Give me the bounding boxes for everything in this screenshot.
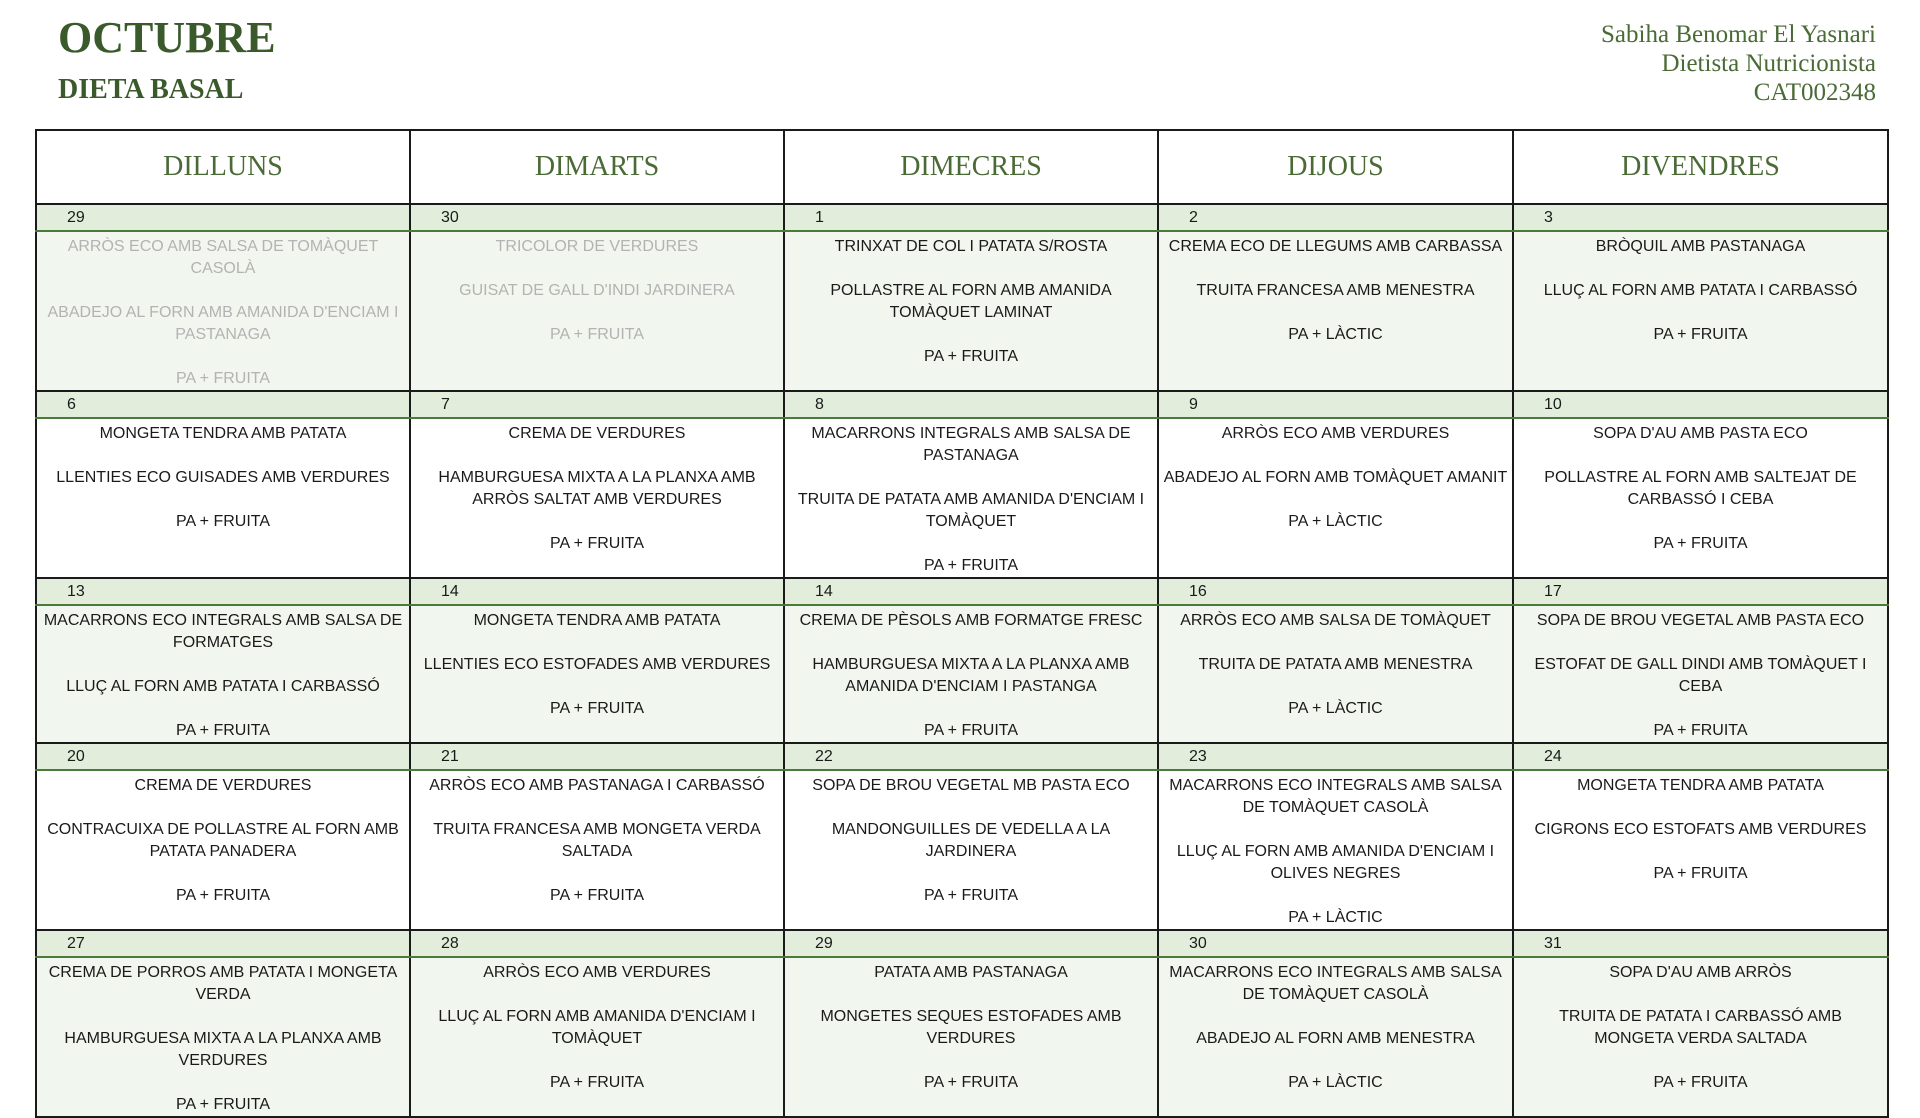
dish-item: BRÒQUIL AMB PASTANAGA bbox=[1595, 238, 1806, 255]
author-role: Dietista Nutricionista bbox=[1661, 50, 1876, 77]
dish-item: MACARRONS ECO INTEGRALS AMB SALSA DE TOMÀQUET CASOLÀ bbox=[1169, 777, 1502, 816]
weekday-thursday: DIJOUS bbox=[1158, 130, 1513, 204]
dish-item: ABADEJO AL FORN AMB AMANIDA D'ENCIAM I PASTANAGA bbox=[47, 304, 399, 343]
dish-item: CREMA DE PÈSOLS AMB FORMATGE FRESC bbox=[799, 612, 1143, 629]
day-menu-cell bbox=[1513, 957, 1888, 1117]
date-row bbox=[36, 743, 1888, 770]
day-menu-cell bbox=[36, 605, 410, 743]
day-menu-cell bbox=[1158, 605, 1513, 743]
weekday-tuesday: DIMARTS bbox=[410, 130, 784, 204]
day-number: 3 bbox=[1513, 204, 1888, 231]
day-number: 14 bbox=[410, 578, 784, 605]
dish-item: CIGRONS ECO ESTOFATS AMB VERDURES bbox=[1534, 821, 1867, 838]
day-number: 21 bbox=[410, 743, 784, 770]
dessert-item: PA + FRUITA bbox=[175, 887, 271, 904]
day-menu-cell bbox=[36, 231, 410, 391]
menu-row bbox=[36, 770, 1888, 930]
dish-item: ESTOFAT DE GALL DINDI AMB TOMÀQUET I CEBA bbox=[1534, 656, 1867, 695]
day-number: 20 bbox=[36, 743, 410, 770]
dish-item: POLLASTRE AL FORN AMB AMANIDA TOMÀQUET LAMINAT bbox=[830, 282, 1112, 321]
day-menu-cell bbox=[1158, 957, 1513, 1117]
dessert-item: PA + LÀCTIC bbox=[1288, 1074, 1383, 1091]
dish-item: TRUITA DE PATATA I CARBASSÓ AMB MONGETA VERDA SALTADA bbox=[1559, 1008, 1842, 1047]
author-id: CAT002348 bbox=[1753, 79, 1876, 106]
day-menu-cell bbox=[410, 231, 784, 391]
day-menu-cell bbox=[784, 957, 1158, 1117]
dessert-item: PA + FRUITA bbox=[923, 348, 1019, 365]
day-menu-cell bbox=[410, 957, 784, 1117]
dessert-item: PA + FRUITA bbox=[175, 513, 271, 530]
dish-item: HAMBURGUESA MIXTA A LA PLANXA AMB VERDURES bbox=[64, 1030, 382, 1069]
dish-item: TRUITA DE PATATA AMB MENESTRA bbox=[1198, 656, 1473, 673]
day-number: 17 bbox=[1513, 578, 1888, 605]
day-number: 16 bbox=[1158, 578, 1513, 605]
weekday-friday: DIVENDRES bbox=[1513, 130, 1888, 204]
day-menu-cell bbox=[1158, 231, 1513, 391]
day-number: 10 bbox=[1513, 391, 1888, 418]
date-row bbox=[36, 930, 1888, 957]
day-menu-cell bbox=[1158, 770, 1513, 930]
dessert-item: PA + LÀCTIC bbox=[1288, 909, 1383, 926]
day-number: 22 bbox=[784, 743, 1158, 770]
dish-item: SOPA D'AU AMB ARRÒS bbox=[1609, 964, 1792, 981]
day-menu-cell bbox=[1513, 770, 1888, 930]
day-number: 6 bbox=[36, 391, 410, 418]
day-number: 14 bbox=[784, 578, 1158, 605]
dish-item: LLENTIES ECO GUISADES AMB VERDURES bbox=[56, 469, 390, 486]
dish-item: LLUÇ AL FORN AMB AMANIDA D'ENCIAM I TOMÀQUET bbox=[438, 1008, 756, 1047]
date-row bbox=[36, 204, 1888, 231]
dish-item: TRINXAT DE COL I PATATA S/ROSTA bbox=[834, 238, 1108, 255]
day-number: 30 bbox=[1158, 930, 1513, 957]
day-number: 29 bbox=[36, 204, 410, 231]
dish-item: ARRÒS ECO AMB SALSA DE TOMÀQUET CASOLÀ bbox=[67, 238, 379, 277]
date-row bbox=[36, 391, 1888, 418]
dish-item: PATATA AMB PASTANAGA bbox=[874, 964, 1068, 981]
day-number: 31 bbox=[1513, 930, 1888, 957]
weekday-monday: DILLUNS bbox=[36, 130, 410, 204]
dish-item: CREMA ECO DE LLEGUMS AMB CARBASSA bbox=[1168, 238, 1503, 255]
dish-item: SOPA D'AU AMB PASTA ECO bbox=[1593, 425, 1808, 442]
day-menu-cell bbox=[36, 770, 410, 930]
author-block bbox=[1601, 20, 1876, 107]
menu-row bbox=[36, 231, 1888, 391]
day-number: 30 bbox=[410, 204, 784, 231]
day-number: 7 bbox=[410, 391, 784, 418]
dish-item: MACARRONS INTEGRALS AMB SALSA DE PASTANAGA bbox=[811, 425, 1131, 464]
day-number: 13 bbox=[36, 578, 410, 605]
dessert-item: PA + FRUITA bbox=[1653, 865, 1748, 882]
dessert-item: PA + FRUITA bbox=[923, 1074, 1019, 1091]
page-title: OCTUBRE bbox=[58, 13, 276, 62]
dish-item: TRICOLOR DE VERDURES bbox=[495, 238, 699, 255]
dessert-item: PA + FRUITA bbox=[549, 1074, 645, 1091]
dessert-item: PA + LÀCTIC bbox=[1288, 700, 1383, 717]
dish-item: ARRÒS ECO AMB PASTANAGA I CARBASSÓ bbox=[429, 777, 765, 794]
dish-item: ABADEJO AL FORN AMB TOMÀQUET AMANIT bbox=[1163, 469, 1508, 486]
day-menu-cell bbox=[410, 605, 784, 743]
day-menu-cell bbox=[36, 957, 410, 1117]
day-number: 28 bbox=[410, 930, 784, 957]
dessert-item: PA + FRUITA bbox=[175, 370, 271, 387]
day-menu-cell bbox=[1513, 418, 1888, 578]
dish-item: HAMBURGUESA MIXTA A LA PLANXA AMB AMANIDA D'ENCIAM I PASTANGA bbox=[812, 656, 1130, 695]
dish-item: ARRÒS ECO AMB SALSA DE TOMÀQUET bbox=[1180, 612, 1491, 629]
day-menu-cell bbox=[784, 770, 1158, 930]
dessert-item: PA + FRUITA bbox=[923, 557, 1019, 574]
dish-item: TRUITA DE PATATA AMB AMANIDA D'ENCIAM I TOMÀQUET bbox=[797, 491, 1145, 530]
day-menu-cell bbox=[1158, 418, 1513, 578]
dish-item: SOPA DE BROU VEGETAL MB PASTA ECO bbox=[812, 777, 1130, 794]
dish-item: CREMA DE VERDURES bbox=[134, 777, 312, 794]
dessert-item: PA + FRUITA bbox=[923, 722, 1019, 739]
day-menu-cell bbox=[1513, 605, 1888, 743]
dish-item: MONGETES SEQUES ESTOFADES AMB VERDURES bbox=[820, 1008, 1122, 1047]
dish-item: CONTRACUIXA DE POLLASTRE AL FORN AMB PATATA PANADERA bbox=[47, 821, 399, 860]
day-number: 27 bbox=[36, 930, 410, 957]
date-row bbox=[36, 578, 1888, 605]
dish-item: ARRÒS ECO AMB VERDURES bbox=[1221, 425, 1450, 442]
dessert-item: PA + FRUITA bbox=[175, 1096, 271, 1113]
day-menu-cell bbox=[1513, 231, 1888, 391]
dessert-item: PA + FRUITA bbox=[923, 887, 1019, 904]
page-subtitle: DIETA BASAL bbox=[58, 74, 244, 105]
dessert-item: PA + FRUITA bbox=[1653, 535, 1748, 552]
day-menu-cell bbox=[784, 231, 1158, 391]
dish-item: MACARRONS ECO INTEGRALS AMB SALSA DE FORMATGES bbox=[43, 612, 403, 651]
dish-item: HAMBURGUESA MIXTA A LA PLANXA AMB ARRÒS SALTAT AMB VERDURES bbox=[438, 469, 756, 508]
dessert-item: PA + FRUITA bbox=[1653, 1074, 1748, 1091]
day-menu-cell bbox=[410, 770, 784, 930]
menu-row bbox=[36, 957, 1888, 1117]
day-number: 8 bbox=[784, 391, 1158, 418]
dish-item: LLUÇ AL FORN AMB PATATA I CARBASSÓ bbox=[1543, 282, 1858, 299]
day-number: 2 bbox=[1158, 204, 1513, 231]
dish-item: TRUITA FRANCESA AMB MONGETA VERDA SALTADA bbox=[433, 821, 761, 860]
dessert-item: PA + FRUITA bbox=[175, 722, 271, 739]
day-menu-cell bbox=[784, 418, 1158, 578]
menu-calendar bbox=[35, 129, 1889, 1118]
day-number: 24 bbox=[1513, 743, 1888, 770]
dish-item: POLLASTRE AL FORN AMB SALTEJAT DE CARBASSÓ I CEBA bbox=[1544, 469, 1857, 508]
dessert-item: PA + LÀCTIC bbox=[1288, 326, 1383, 343]
dish-item: MONGETA TENDRA AMB PATATA bbox=[1577, 777, 1824, 794]
day-number: 9 bbox=[1158, 391, 1513, 418]
dish-item: MANDONGUILLES DE VEDELLA A LA JARDINERA bbox=[831, 821, 1111, 860]
dessert-item: PA + FRUITA bbox=[549, 887, 645, 904]
dish-item: ARRÒS ECO AMB VERDURES bbox=[483, 964, 711, 981]
dish-item: CREMA DE VERDURES bbox=[508, 425, 686, 442]
dessert-item: PA + LÀCTIC bbox=[1288, 513, 1383, 530]
menu-row bbox=[36, 605, 1888, 743]
dish-item: LLENTIES ECO ESTOFADES AMB VERDURES bbox=[423, 656, 771, 673]
dish-item: LLUÇ AL FORN AMB AMANIDA D'ENCIAM I OLIVES NEGRES bbox=[1176, 843, 1495, 882]
dish-item: CREMA DE PORROS AMB PATATA I MONGETA VERDA bbox=[48, 964, 398, 1003]
dish-item: MACARRONS ECO INTEGRALS AMB SALSA DE TOMÀQUET CASOLÀ bbox=[1169, 964, 1502, 1003]
dish-item: LLUÇ AL FORN AMB PATATA I CARBASSÓ bbox=[66, 678, 380, 695]
dish-item: SOPA DE BROU VEGETAL AMB PASTA ECO bbox=[1536, 612, 1865, 629]
author-name: Sabiha Benomar El Yasnari bbox=[1601, 21, 1876, 48]
dish-item: MONGETA TENDRA AMB PATATA bbox=[473, 612, 721, 629]
dish-item: MONGETA TENDRA AMB PATATA bbox=[99, 425, 347, 442]
day-menu-cell bbox=[410, 418, 784, 578]
weekday-header-row bbox=[36, 130, 1888, 204]
menu-row bbox=[36, 418, 1888, 578]
dessert-item: PA + FRUITA bbox=[1653, 326, 1748, 343]
dish-item: ABADEJO AL FORN AMB MENESTRA bbox=[1196, 1030, 1475, 1047]
dessert-item: PA + FRUITA bbox=[549, 535, 645, 552]
dessert-item: PA + FRUITA bbox=[549, 326, 645, 343]
day-number: 1 bbox=[784, 204, 1158, 231]
dish-item: TRUITA FRANCESA AMB MENESTRA bbox=[1196, 282, 1475, 299]
day-number: 29 bbox=[784, 930, 1158, 957]
dessert-item: PA + FRUITA bbox=[1653, 722, 1748, 739]
day-number: 23 bbox=[1158, 743, 1513, 770]
weekday-wednesday: DIMECRES bbox=[784, 130, 1158, 204]
day-menu-cell bbox=[784, 605, 1158, 743]
dish-item: GUISAT DE GALL D'INDI JARDINERA bbox=[459, 282, 735, 299]
dessert-item: PA + FRUITA bbox=[549, 700, 645, 717]
day-menu-cell bbox=[36, 418, 410, 578]
